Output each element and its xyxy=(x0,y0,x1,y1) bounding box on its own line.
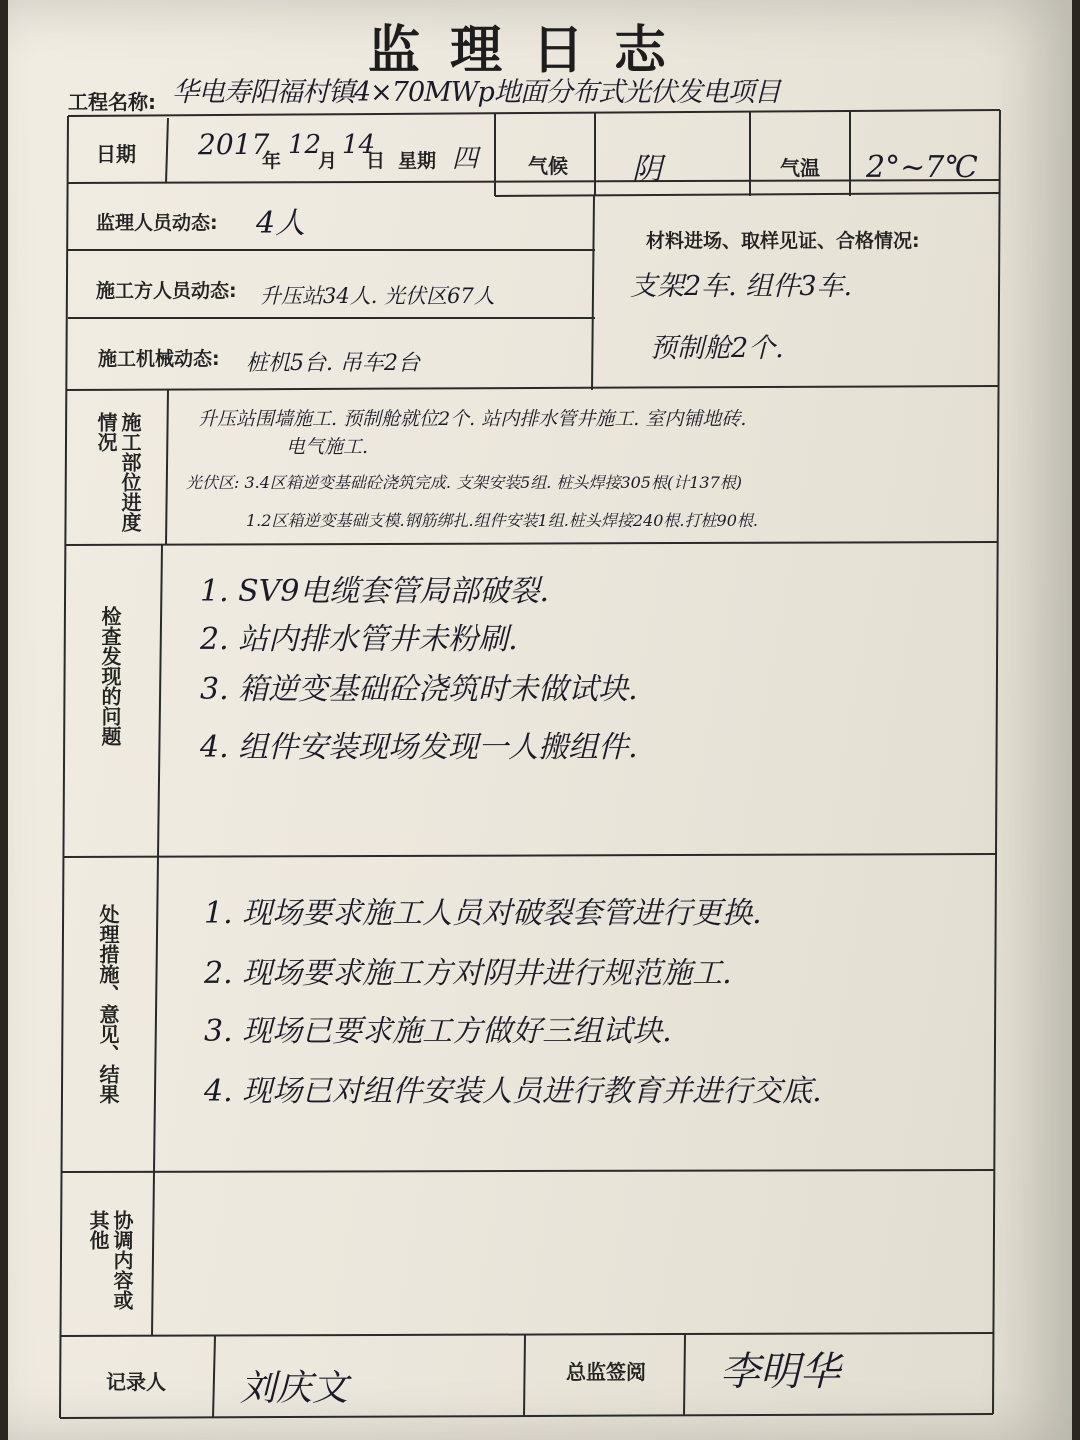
machinery-value: 桩机5台. 吊车2台 xyxy=(246,351,420,376)
materials-line-1: 支架2车. 组件3车. xyxy=(630,271,853,302)
month-label: 月 xyxy=(318,150,338,172)
temperature-value: 2°~7℃ xyxy=(866,150,978,185)
progress-section-label: 施工部位进度情况 xyxy=(94,412,142,532)
weather-label: 气候 xyxy=(528,154,568,178)
date-year: 2017 xyxy=(198,128,270,161)
measure-item-3: 3. 现场已要求施工方做好三组试块. xyxy=(204,1014,672,1049)
chief-review-label: 总监签阅 xyxy=(566,1360,646,1384)
project-name-value: 华电寿阳福村镇4×70MWp地面分布式光伏发电项目 xyxy=(172,77,780,108)
date-month: 12 xyxy=(288,130,322,160)
year-label: 年 xyxy=(262,150,282,172)
issue-item-2: 2. 站内排水管井未粉刷. xyxy=(200,622,518,657)
supervisor-staff-value: 4人 xyxy=(256,206,306,241)
date-label: 日期 xyxy=(96,142,136,166)
chief-signature: 李明华 xyxy=(720,1349,840,1395)
project-name-label: 工程名称: xyxy=(68,90,156,114)
measure-item-4: 4. 现场已对组件安装人员进行教育并进行交底. xyxy=(204,1074,822,1109)
page-title: 监理日志 xyxy=(367,21,696,81)
measure-item-2: 2. 现场要求施工方对阴井进行规范施工. xyxy=(204,956,732,991)
day-label: 日 xyxy=(366,150,386,172)
date-day: 14 xyxy=(342,130,376,160)
issue-item-3: 3. 箱逆变基础砼浇筑时未做试块. xyxy=(200,672,638,707)
recorder-signature: 刘庆文 xyxy=(240,1368,349,1409)
temperature-label: 气温 xyxy=(780,156,820,180)
issues-section-label: 检查发现的问题 xyxy=(98,606,122,746)
progress-line-3: 光伏区: 3.4区箱逆变基础砼浇筑完成. 支架安装5组. 桩头焊接305根(计137根) xyxy=(186,473,743,492)
issue-item-1: 1. SV9电缆套管局部破裂. xyxy=(200,574,549,609)
materials-label: 材料进场、取样见证、合格情况: xyxy=(646,230,920,252)
weekday-value: 四 xyxy=(452,144,479,174)
construction-staff-value: 升压站34人. 光伏区67人 xyxy=(260,284,495,308)
progress-line-2: 电气施工. xyxy=(286,436,369,458)
issue-item-4: 4. 组件安装现场发现一人搬组件. xyxy=(200,730,638,765)
progress-line-1: 升压站围墙施工. 预制舱就位2个. 站内排水管井施工. 室内铺地砖. xyxy=(198,408,747,430)
machinery-label: 施工机械动态: xyxy=(98,348,220,370)
measures-section-label: 处理措施、意见、结果 xyxy=(96,904,120,1104)
supervisor-staff-label: 监理人员动态: xyxy=(96,212,218,234)
construction-staff-label: 施工方人员动态: xyxy=(96,280,237,302)
weather-value: 阴 xyxy=(632,152,662,187)
progress-line-4: 1.2区箱逆变基础支模.钢筋绑扎.组件安装1组.桩头焊接240根.打桩90根. xyxy=(246,511,758,530)
materials-line-2: 预制舱2个. xyxy=(650,333,784,364)
recorder-label: 记录人 xyxy=(106,1370,166,1394)
measure-item-1: 1. 现场要求施工人员对破裂套管进行更换. xyxy=(204,896,762,931)
coordination-section-label: 协调内容或其他 xyxy=(86,1210,134,1310)
weekday-label: 星期 xyxy=(398,150,437,172)
